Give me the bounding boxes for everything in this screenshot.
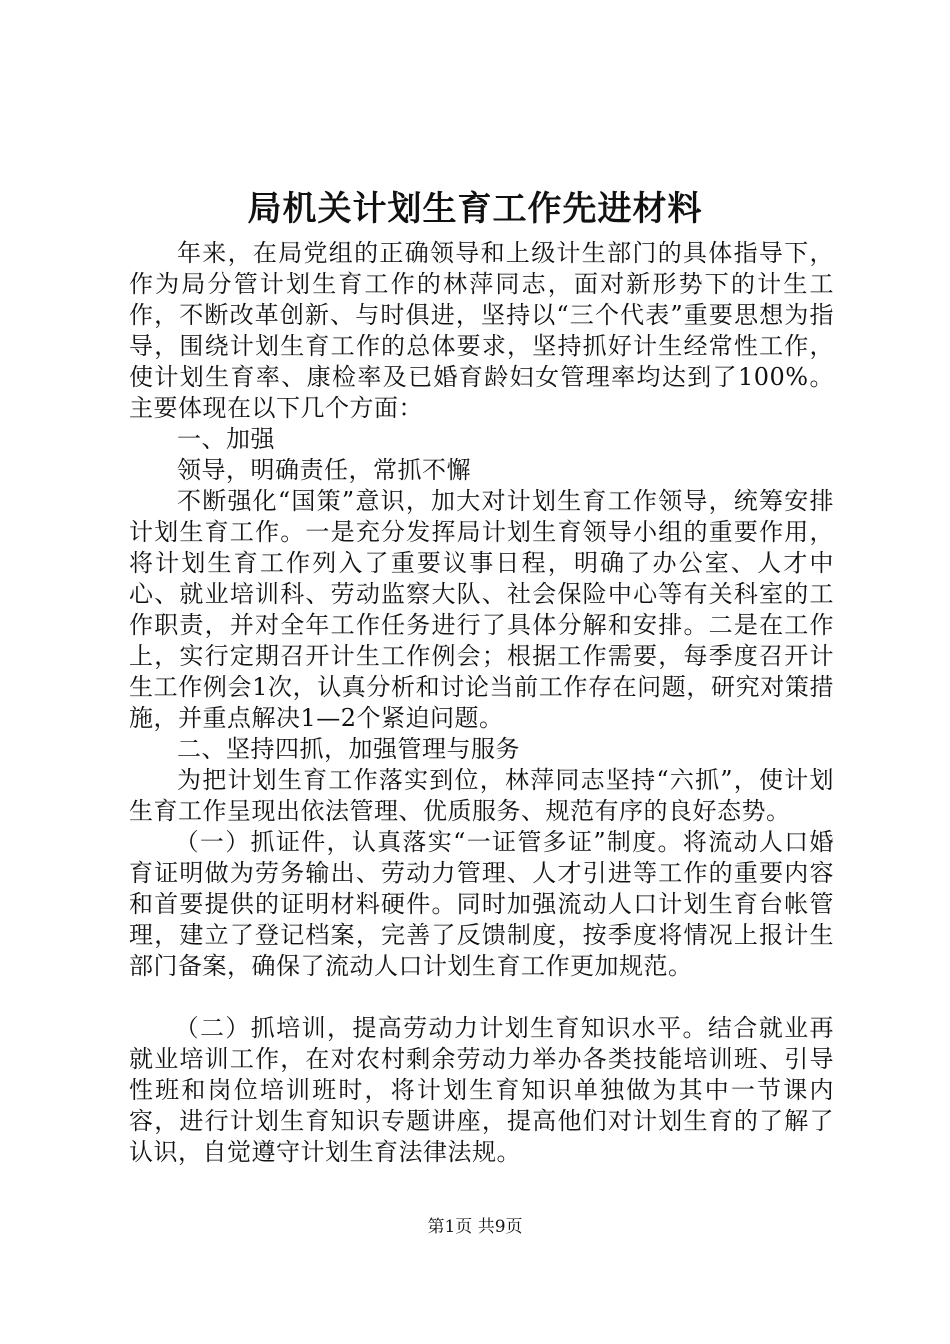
paragraph-intro: 年来，在局党组的正确领导和上级计生部门的具体指导下，作为局分管计划生育工作的林萍同志，面对新形势下的计生工作，不断改革创新、与时俱进，坚持以“三个代表”重要思想为指导，围绕计划生育工作的总体要求，坚持抓好计生经常性工作，使计划生育率、康检率及已婚育龄妇女管理率均达到了100%。主要体现在以下几个方面：	[129, 239, 834, 422]
section-heading-1a: 一、加强	[177, 425, 275, 453]
section-heading-1b: 领导，明确责任，常抓不懈	[177, 456, 471, 484]
document-title: 局机关计划生育工作先进材料	[247, 189, 703, 229]
paragraph-six-focus: 为把计划生育工作落实到位，林萍同志坚持“六抓”，使计划生育工作呈现出依法管理、优质服务、规范有序的良好态势。	[129, 766, 834, 825]
page-footer: 第1页 共9页	[427, 1217, 523, 1237]
paragraph-training: （二）抓培训，提高劳动力计划生育知识水平。结合就业再就业培训工作，在对农村剩余劳动力举办各类技能培训班、引导性班和岗位培训班时，将计划生育知识单独做为其中一节课内容，进行计划生育知识专题讲座，提高他们对计划生育的了解了认识，自觉遵守计划生育法律法规。	[129, 1014, 834, 1166]
paragraph-gap	[129, 982, 834, 1013]
paragraph-leadership: 不断强化“国策”意识，加大对计划生育工作领导，统筹安排计划生育工作。一是充分发挥局计划生育领导小组的重要作用，将计划生育工作列入了重要议事日程，明确了办公室、人才中心、就业培训科、劳动监察大队、社会保险中心等有关科室的工作职责，并对全年工作任务进行了具体分解和安排。二是在工作上，实行定期召开计生工作例会；根据工作需要，每季度召开计生工作例会1次，认真分析和讨论当前工作存在问题，研究对策措施，并重点解决1—2个紧迫问题。	[129, 487, 834, 732]
section-heading-2: 二、坚持四抓，加强管理与服务	[177, 735, 520, 763]
document-body	[129, 238, 834, 1168]
paragraph-certificates: （一）抓证件，认真落实“一证管多证”制度。将流动人口婚育证明做为劳务输出、劳动力管理、人才引进等工作的重要内容和首要提供的证明材料硬件。同时加强流动人口计划生育台帐管理，建立了登记档案，完善了反馈制度，按季度将情况上报计生部门备案，确保了流动人口计划生育工作更加规范。	[129, 828, 834, 980]
